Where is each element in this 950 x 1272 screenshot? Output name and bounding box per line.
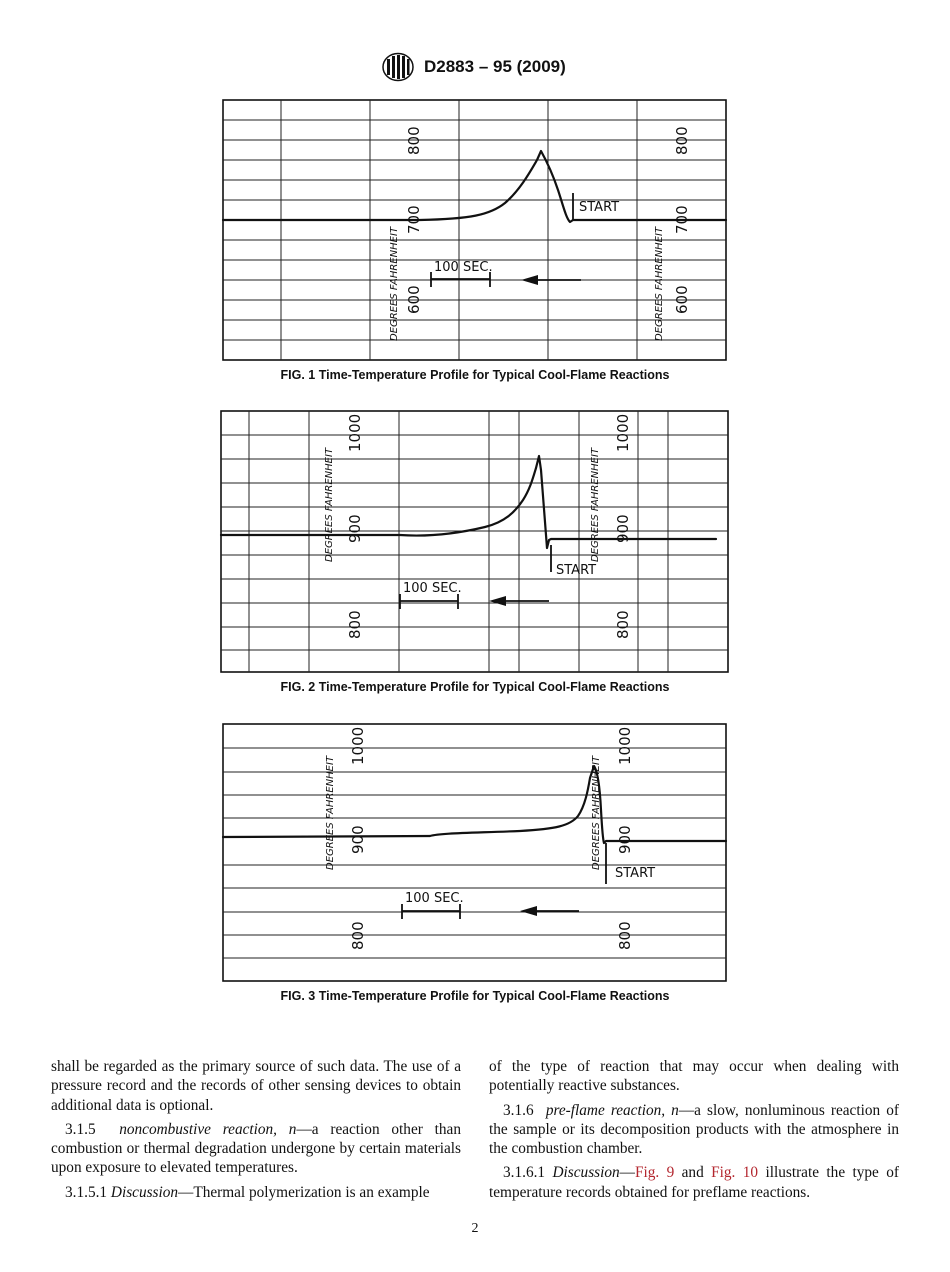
figure-2-right-temp-low: 800 (614, 610, 632, 639)
document-designation: D2883 – 95 (2009) (424, 57, 566, 76)
figure-3-scale-label: 100 SEC. (405, 891, 464, 906)
figure-3-right-temp-mid: 900 (616, 825, 634, 854)
body-column-right (489, 1057, 899, 1207)
paragraph-3-1-5 (51, 1120, 461, 1178)
figure-2-hgrid (221, 435, 728, 650)
figure-2-frame (221, 411, 728, 672)
figure-2-chart (0, 409, 950, 675)
figure-2-scale-bar (400, 594, 458, 609)
discussion-term: Discussion (110, 1183, 179, 1201)
figure-1-temperature-trace (223, 151, 726, 222)
figure-1-scale-label: 100 SEC. (434, 260, 493, 275)
figure-2-right-temp-high: 1000 (614, 413, 632, 452)
figure-1-left-axis-label: DEGREES FAHRENHEIT (389, 226, 400, 341)
astm-logo (381, 52, 415, 82)
figure-2-left-temp-mid: 900 (346, 514, 364, 543)
figure-2-caption: FIG. 2 Time-Temperature Profile for Typical Cool-Flame Reactions (280, 680, 670, 694)
figure-3-left-axis-label: DEGREES FAHRENHEIT (325, 755, 336, 870)
body-column-left (51, 1057, 461, 1207)
paragraph-3-1-5-1 (51, 1183, 461, 1202)
figure-1-left-temp-high: 800 (405, 126, 423, 155)
figure-3-left-temp-high: 1000 (349, 726, 367, 765)
figure-3-hgrid (223, 748, 726, 958)
figure-2-vgrid (249, 411, 668, 672)
fig-9-link[interactable]: Fig. 9 (634, 1164, 675, 1182)
figure-1-right-axis-label: DEGREES FAHRENHEIT (654, 226, 665, 341)
section-number: 3.1.6.1 (503, 1164, 546, 1182)
figure-1-start-label: START (579, 200, 620, 215)
figure-3-left-temp-mid: 900 (349, 825, 367, 854)
figure-2-left-temp-low: 800 (346, 610, 364, 639)
figure-3-start-label: START (615, 866, 656, 881)
conjunction: and (674, 1164, 712, 1182)
figure-1-left-temp-low: 600 (405, 285, 423, 314)
figure-1-left-temp-mid: 700 (405, 205, 423, 234)
figure-1-time-arrow (521, 275, 581, 285)
section-number: 3.1.5 (65, 1120, 96, 1138)
page-number: 2 (471, 1221, 479, 1236)
defined-term: pre-flame reaction, n (545, 1101, 679, 1119)
paragraph-3-1-6 (489, 1101, 899, 1159)
figure-1-right-temp-mid: 700 (673, 205, 691, 234)
figure-1-hgrid (223, 120, 726, 340)
definition-text: —a reaction other than combustion or thermal degradation undergone by certain materials upon exposure to elevated temperatures. (51, 1120, 461, 1177)
discussion-term: Discussion (552, 1164, 620, 1182)
figure-2-scale-label: 100 SEC. (403, 581, 462, 596)
figure-3-right-temp-low: 800 (616, 921, 634, 950)
discussion-text: —Thermal polymerization is an example (178, 1183, 430, 1201)
figure-2-left-axis-label: DEGREES FAHRENHEIT (324, 447, 335, 562)
figure-1-caption: FIG. 1 Time-Temperature Profile for Typical Cool-Flame Reactions (280, 368, 670, 382)
figure-3-frame (223, 724, 726, 981)
paragraph-3-1-6-1 (489, 1163, 899, 1202)
figure-3-caption: FIG. 3 Time-Temperature Profile for Typical Cool-Flame Reactions (280, 989, 670, 1003)
fig-10-link[interactable]: Fig. 10 (711, 1164, 759, 1182)
figure-1-frame (223, 100, 726, 360)
figure-2-right-temp-mid: 900 (614, 514, 632, 543)
figure-3-right-axis-label: DEGREES FAHRENHEIT (591, 755, 602, 870)
defined-term: noncombustive reaction, n (119, 1120, 297, 1138)
figure-3-left-temp-low: 800 (349, 921, 367, 950)
em-dash: — (619, 1164, 635, 1182)
figure-1-right-temp-low: 600 (673, 285, 691, 314)
page-header (0, 52, 950, 84)
figure-2-left-temp-high: 1000 (346, 413, 364, 452)
figure-3-chart (0, 721, 950, 985)
discussion-text: illustrate the type of temperature records obtained for preflame reactions. (489, 1164, 899, 1201)
figure-1-vgrid (281, 100, 637, 360)
definition-text: —a slow, nonluminous reaction of the sample or its decomposition products with the atmosphere in the combustion chamber. (489, 1101, 899, 1158)
paragraph-continuation: of the type of reaction that may occur when dealing with potentially reactive substances. (489, 1058, 899, 1095)
figure-3-right-temp-high: 1000 (616, 726, 634, 765)
figure-2-temperature-trace (221, 456, 716, 548)
figure-2-start-label: START (556, 563, 597, 578)
figure-3-temperature-trace (223, 766, 726, 843)
figure-2-right-axis-label: DEGREES FAHRENHEIT (590, 447, 601, 562)
paragraph-continuation: shall be regarded as the primary source of such data. The use of a pressure record and the records of other sensing devices to obtain additional data is optional. (51, 1058, 461, 1114)
figure-1-right-temp-high: 800 (673, 126, 691, 155)
figure-3-time-arrow (520, 906, 579, 916)
section-number: 3.1.6 (503, 1101, 534, 1119)
figure-3-scale-bar (402, 904, 460, 919)
figure-1-chart (0, 98, 950, 364)
section-number: 3.1.5.1 (65, 1183, 108, 1201)
